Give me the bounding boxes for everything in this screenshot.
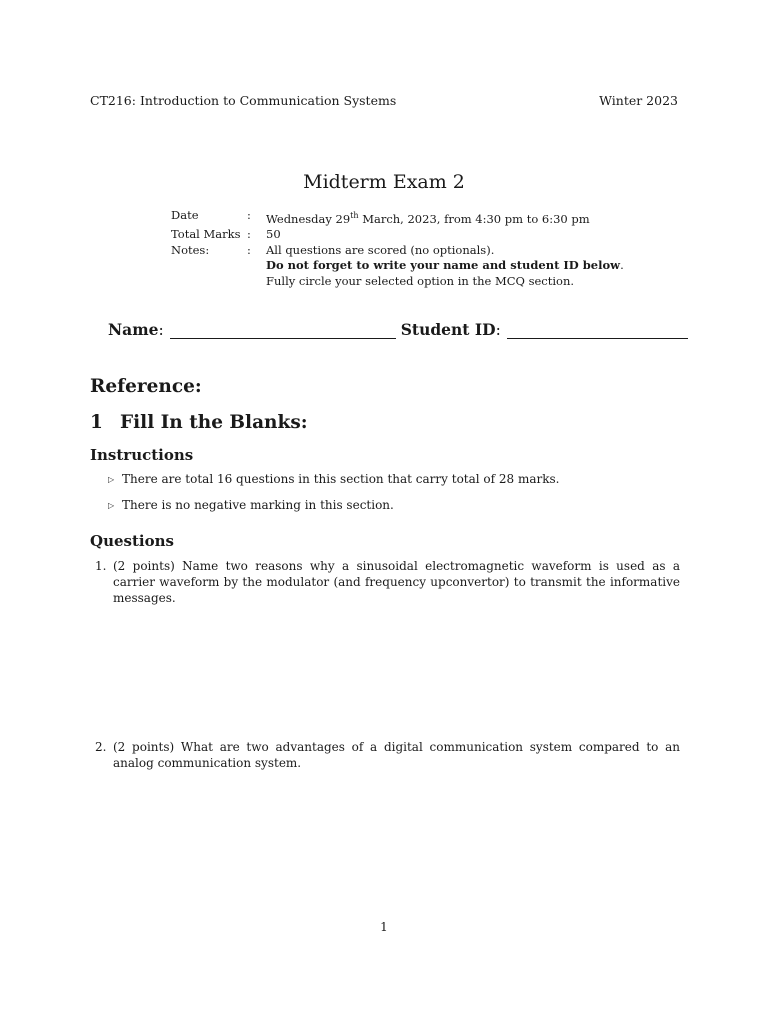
student-id-blank[interactable] <box>507 322 688 339</box>
date-text: Wednesday 29 <box>266 211 351 226</box>
triangle-bullet-icon: ▷ <box>108 475 115 484</box>
section-title: Fill In the Blanks: <box>120 412 308 433</box>
name-id-row <box>108 320 688 339</box>
course-title: CT216: Introduction to Communication Systems <box>90 93 397 108</box>
colon: : <box>247 208 251 222</box>
colon: : <box>247 242 251 257</box>
name-label: Name <box>108 320 159 339</box>
date-label: Date <box>171 208 199 222</box>
info-row-marks <box>171 227 624 243</box>
question-number: 1. <box>95 559 107 573</box>
date-suffix: th <box>350 211 359 220</box>
instruction-text: There are total 16 questions in this section that carry total of 28 marks. <box>122 472 560 486</box>
note-bold: Do not forget to write your name and student ID below <box>266 258 621 273</box>
page-number: 1 <box>380 920 388 934</box>
exam-info <box>171 208 624 289</box>
note-period: . <box>620 258 624 273</box>
term: Winter 2023 <box>599 93 678 108</box>
instruction-text: There is no negative marking in this section. <box>122 498 394 512</box>
section-number: 1 <box>90 412 103 433</box>
colon: : <box>158 321 164 339</box>
marks-value: 50 <box>266 227 281 242</box>
date-rest: March, 2023, from 4:30 pm to 6:30 pm <box>358 211 590 226</box>
list-item <box>108 498 394 514</box>
colon: : <box>495 321 501 339</box>
student-id-label: Student ID <box>400 320 496 339</box>
question-text: (2 points) What are two advantages of a digital communication system compared to an analog communication system. <box>113 740 680 770</box>
triangle-bullet-icon: ▷ <box>108 501 115 510</box>
notes-label: Notes: <box>171 242 210 257</box>
questions-heading: Questions <box>90 532 174 550</box>
date-value <box>266 208 590 227</box>
question-1 <box>95 558 680 606</box>
info-row-date <box>171 208 624 227</box>
question-number: 2. <box>95 740 107 754</box>
note-line-2 <box>266 258 624 274</box>
instructions-heading: Instructions <box>90 446 194 464</box>
colon: : <box>247 227 251 242</box>
list-item <box>108 472 560 488</box>
question-text: (2 points) Name two reasons why a sinusoidal electromagnetic waveform is used as a carrier waveform by the modulator (and frequency upconvertor) to transmit the informative messages. <box>113 559 680 605</box>
question-2 <box>95 739 680 771</box>
marks-label: Total Marks <box>171 227 241 242</box>
notes-value <box>266 243 624 290</box>
exam-title: Midterm Exam 2 <box>303 171 465 193</box>
reference-heading: Reference: <box>90 376 202 397</box>
note-line-1: All questions are scored (no optionals). <box>266 242 495 257</box>
name-blank[interactable] <box>170 322 396 339</box>
info-row-notes <box>171 243 624 290</box>
section-heading <box>90 412 308 433</box>
note-line-3: Fully circle your selected option in the MCQ section. <box>266 273 575 288</box>
